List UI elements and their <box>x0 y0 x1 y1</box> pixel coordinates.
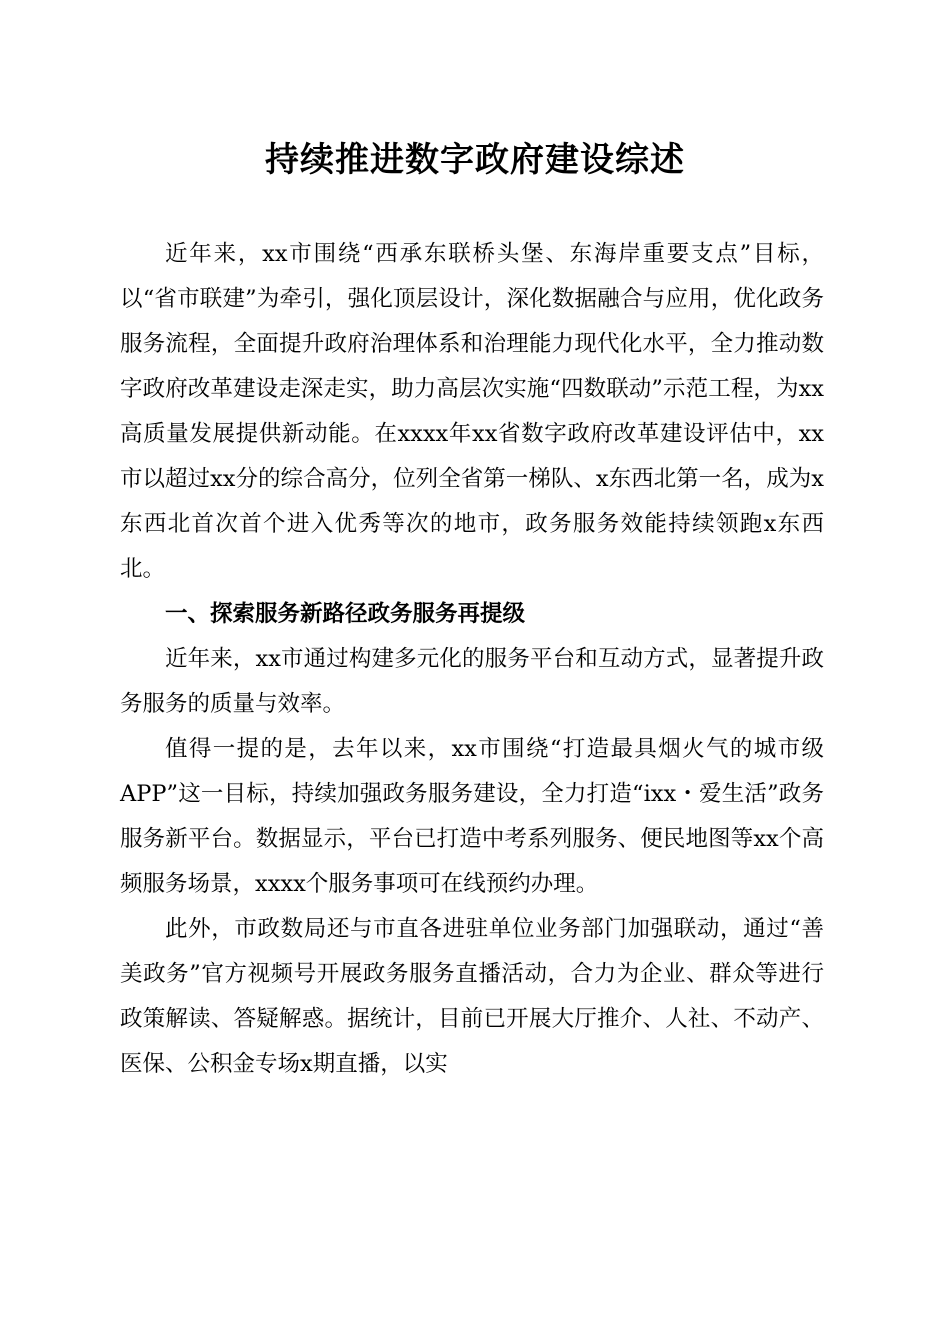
section-paragraph: 值得一提的是，去年以来，xx市围绕“打造最具烟火气的城市级APP”这一目标，持续加强政务服务建设，全力打造“ixx・爱生活”政务服务新平台。数据显示，平台已打造中考系列服务、便民地图等xx个高频服务场景，xxxx个服务事项可在线预约办理。 <box>120 736 824 897</box>
intro-paragraph: 近年来，xx市围绕“西承东联桥头堡、东海岸重要支点”目标，以“省市联建”为牵引，强化顶层设计，深化数据融合与应用，优化政务服务流程，全面提升政府治理体系和治理能力现代化水平，全力推动数字政府改革建设走深走实，助力高层次实施“四数联动”示范工程，为xx高质量发展提供新动能。在xxxx年xx省数字政府改革建设评估中，xx市以超过xx分的综合高分，位列全省第一梯队、x东西北第一名，成为x东西北首次首个进入优秀等次的地市，政务服务效能持续领跑x东西北。 <box>120 241 824 582</box>
section-paragraph: 此外，市政数局还与市直各进驻单位业务部门加强联动，通过“善美政务”官方视频号开展政务服务直播活动，合力为企业、群众等进行政策解读、答疑解惑。据统计，目前已开展大厅推介、人社、不动产、医保、公积金专场x期直播，以实 <box>120 916 824 1077</box>
section-paragraph: 近年来，xx市通过构建多元化的服务平台和互动方式，显著提升政务服务的质量与效率。 <box>120 646 824 717</box>
document-title: 持续推进数字政府建设综述 <box>265 140 685 180</box>
section-heading: 一、探索服务新路径政务服务再提级 <box>165 601 526 627</box>
document-body <box>120 232 824 1087</box>
